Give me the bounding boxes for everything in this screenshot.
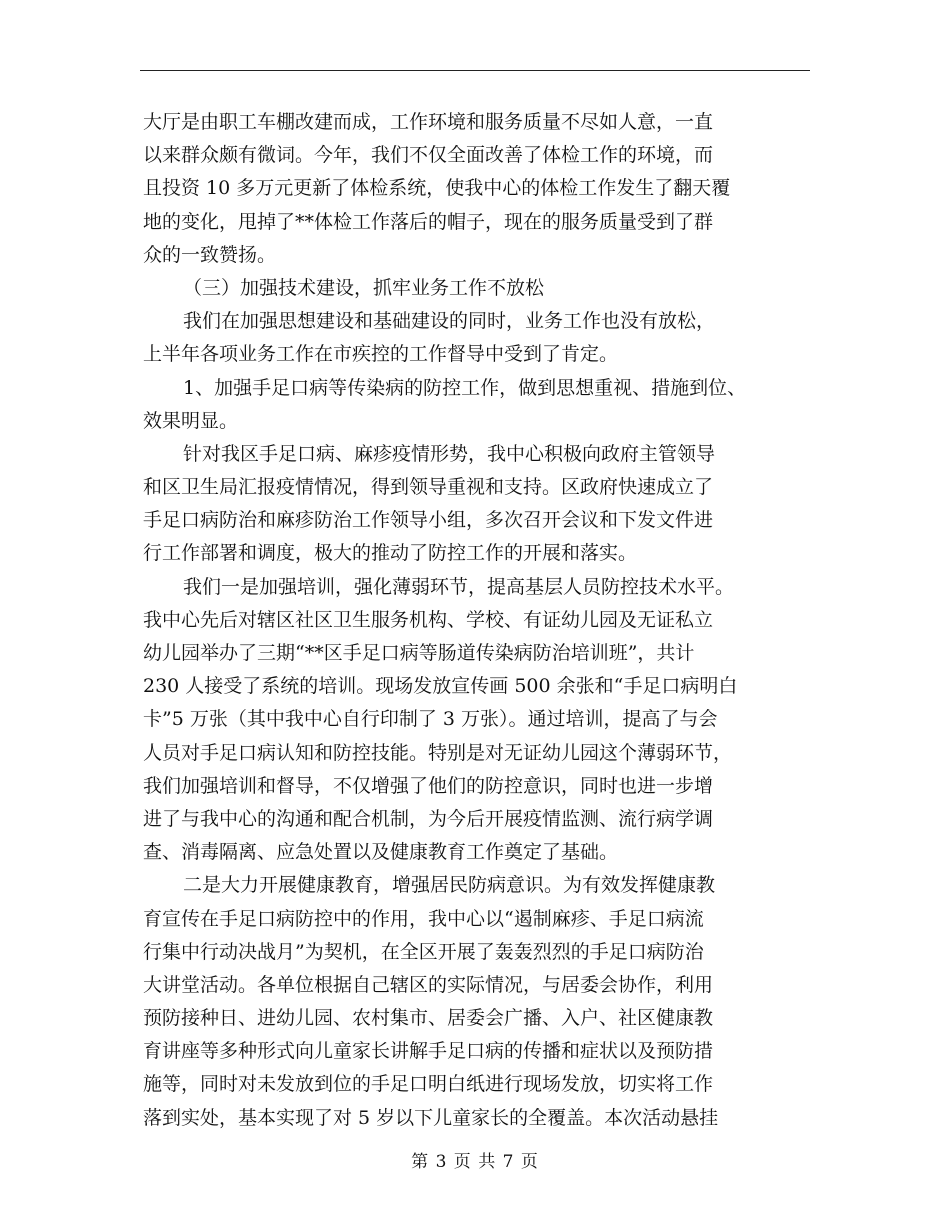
text-line: 和区卫生局汇报疫情情况，得到领导重视和支持。区政府快速成立了 (143, 476, 714, 499)
text-line: 上半年各项业务工作在市疾控的工作督导中受到了肯定。 (143, 343, 619, 366)
text-line: 落到实处，基本实现了对 5 岁以下儿童家长的全覆盖。本次活动悬挂 (143, 1106, 719, 1129)
text-line: 1、加强手足口病等传染病的防控工作，做到思想重视、措施到位、 (183, 376, 747, 399)
text-line: 大厅是由职工车棚改建而成，工作环境和服务质量不尽如人意，一直 (143, 111, 714, 133)
text-line: 效果明显。 (143, 409, 239, 432)
text-line: 众的一致赞扬。 (143, 243, 277, 266)
text-line: 行工作部署和调度，极大的推动了防控工作的开展和落实。 (143, 542, 638, 565)
text-line: 进了与我中心的沟通和配合机制，为今后开展疫情监测、流行病学调 (143, 807, 714, 830)
text-line: 大讲堂活动。各单位根据自己辖区的实际情况，与居委会协作，利用 (143, 973, 714, 996)
text-line: 卡”5 万张（其中我中心自行印制了 3 万张）。通过培训，提高了与会 (143, 708, 718, 731)
text-line: 预防接种日、进幼儿园、农村集市、居委会广播、入户、社区健康教 (143, 1007, 714, 1030)
header-rule (140, 70, 810, 71)
text-line: 育宣传在手足口病防控中的作用，我中心以“遏制麻疹、手足口病流 (143, 907, 704, 930)
text-line: 人员对手足口病认知和防控技能。特别是对无证幼儿园这个薄弱环节， (143, 741, 733, 764)
text-line: 230 人接受了系统的培训。现场发放宣传画 500 余张和“手足口病明白 (143, 675, 738, 698)
text-line: 育讲座等多种形式向儿童家长讲解手足口病的传播和症状以及预防措 (143, 1040, 714, 1063)
text-line: 查、消毒隔离、应急处置以及健康教育工作奠定了基础。 (143, 841, 619, 864)
text-line: 施等，同时对未发放到位的手足口明白纸进行现场发放，切实将工作 (143, 1073, 714, 1096)
text-line: 我们在加强思想建设和基础建设的同时，业务工作也没有放松， (183, 310, 716, 333)
text-line: 幼儿园举办了三期“**区手足口病等肠道传染病防治培训班”，共计 (143, 642, 695, 664)
text-line: （三）加强技术建设，抓牢业务工作不放松 (183, 276, 545, 299)
text-line: 二是大力开展健康教育，增强居民防病意识。为有效发挥健康教 (183, 874, 716, 897)
text-line: 行集中行动决战月”为契机，在全区开展了轰轰烈烈的手足口病防治 (143, 940, 704, 963)
text-line: 手足口病防治和麻疹防治工作领导小组，多次召开会议和下发文件进 (143, 509, 714, 532)
text-line: 针对我区手足口病、麻疹疫情形势，我中心积极向政府主管领导 (183, 442, 716, 465)
page-footer: 第 3 页 共 7 页 (411, 1152, 539, 1172)
text-line: 我们加强培训和督导，不仅增强了他们的防控意识，同时也进一步增 (143, 774, 714, 797)
text-line: 且投资 10 多万元更新了体检系统，使我中心的体检工作发生了翻天覆 (143, 177, 731, 200)
text-line: 我中心先后对辖区社区卫生服务机构、学校、有证幼儿园及无证私立 (143, 608, 714, 631)
text-line: 以来群众颇有微词。今年，我们不仅全面改善了体检工作的环境，而 (143, 144, 714, 167)
text-line: 我们一是加强培训，强化薄弱环节，提高基层人员防控技术水平。 (183, 575, 735, 598)
text-line: 地的变化，甩掉了**体检工作落后的帽子，现在的服务质量受到了群 (143, 210, 714, 233)
body-text (143, 106, 813, 1135)
